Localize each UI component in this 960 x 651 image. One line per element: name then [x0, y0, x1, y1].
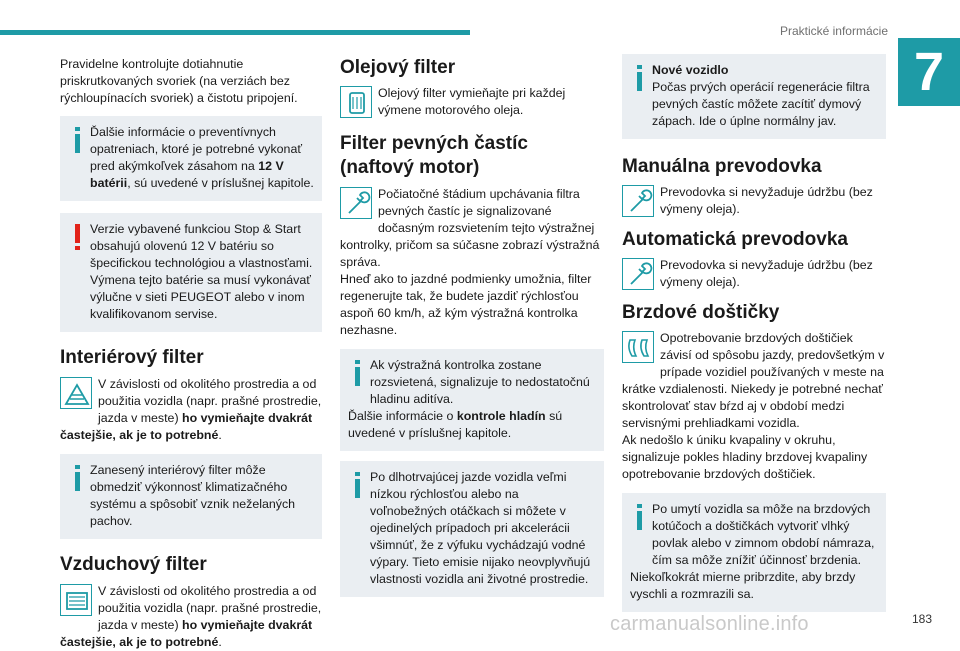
- note-text: Ďalšie informácie o preventívnych opatreniach, ktoré je potrebné vykonať pred akýmkoľvek zásahom na: [90, 125, 302, 173]
- note-text: sú uvedené v príslušnej kapitole.: [348, 409, 563, 440]
- note-text: Niekoľkokrát mierne pribrzdite, aby brzdy vyschli a rozmrazili sa.: [630, 570, 856, 601]
- heading-interior-filter: Interiérový filter: [60, 347, 204, 368]
- info-icon: [350, 470, 366, 500]
- brake-pads-paragraph: [622, 330, 886, 483]
- info-note-wet-brakes: [622, 493, 886, 612]
- heading-automatic-gearbox: Automatická prevodovka: [622, 229, 848, 250]
- wrench-icon: [622, 185, 654, 217]
- note-text: Po dlhotrvajúcej jazde vozidla veľmi nízkou rýchlosťou alebo na voľnobežných otáčkach si môžete v ojedinelých prípadoch pri akcelerácii všimnúť, že z výfuku vychádzajú vodné výpary. Tieto emisie nijako neovplyvňujú vlastnosti vozidla ani životné prostredie.: [370, 470, 591, 586]
- info-icon: [70, 125, 86, 155]
- battery-intro-text: Pravidelne kontrolujte dotiahnutie priskrutkovaných svoriek (na verziách bez rýchloupínacích svoriek) a čistotu pripojení.: [60, 57, 298, 105]
- section-title: Praktické informácie: [779, 24, 888, 38]
- note-text: Zanesený interiérový filter môže obmedziť výkonnosť klimatizačného systému a spôsobiť vznik neželaných pachov.: [90, 463, 296, 528]
- paragraph-text: Hneď ako to jazdné podmienky umožnia, filter regenerujte tak, že budete jazdiť rýchlosťou aspoň 60 km/h, až kým výstražná kontrolka nezhasne.: [340, 272, 592, 337]
- column-3: [622, 54, 886, 612]
- paragraph-text: Počiatočné štádium upchávania filtra pevných častíc je signalizované dočasným rozsvietením tejto výstražnej kontrolky, pričom sa súčasne zobrazí výstražná správa.: [340, 187, 600, 269]
- info-note-additive: [340, 349, 604, 451]
- automatic-gearbox-paragraph: [622, 257, 886, 292]
- paragraph-text: V závislosti od okolitého prostredia a od použitia vozidla (napr. prašné prostredie, jazda v meste): [98, 584, 322, 632]
- page-number: 183: [911, 612, 932, 626]
- paragraph-text: Opotrebovanie brzdových doštičiek závisí od spôsobu jazdy, predovšetkým v prípade vozidiel používaných v meste na krátke vzdialenosti. Niekedy je potrebné nechať skontrolovať stav bŕzd aj v období medzi servisnými prehliadkami vozidla.: [622, 331, 885, 430]
- warning-note-stop-start: [60, 213, 322, 332]
- note-text: Ďalšie informácie o: [348, 409, 457, 423]
- info-note-water-vapour: [340, 461, 604, 597]
- info-icon: [70, 463, 86, 493]
- wrench-icon: [340, 187, 372, 219]
- info-note-cabin-filter: [60, 454, 322, 539]
- note-text: Počas prvých operácií regenerácie filtra pevných častíc môžete zacítiť dymový zápach. Ide o úplne normálny jav.: [652, 80, 870, 128]
- heading-manual-gearbox: Manuálna prevodovka: [622, 156, 822, 177]
- info-icon: [350, 358, 366, 388]
- info-note-battery: [60, 116, 322, 201]
- particle-filter-paragraph: [340, 186, 604, 339]
- warning-icon: [70, 222, 86, 252]
- manual-gearbox-paragraph: [622, 184, 886, 219]
- oil-filter-icon: [340, 86, 372, 118]
- paragraph-text: Ak nedošlo k úniku kvapaliny v okruhu, signalizuje pokles hladiny brzdovej kvapaliny opotrebovanie brzdových doštičiek.: [622, 433, 868, 481]
- column-2: [340, 56, 604, 597]
- wrench-icon: [622, 258, 654, 290]
- paragraph-text: Olejový filter vymieňajte pri každej výmene motorového oleja.: [378, 86, 566, 117]
- cabin-filter-icon: [60, 377, 92, 409]
- note-text: Po umytí vozidla sa môže na brzdových kotúčoch a doštičkách vytvoriť vlhký povlak alebo v zimnom období námraza, čím sa môže znížiť účinnosť brzdenia.: [652, 502, 875, 567]
- note-text: Verzie vybavené funkciou Stop & Start obsahujú olovenú 12 V batériu so špecifickou technológiou a vlastnosťami. Výmena tejto batérie sa musí vykonávať výlučne v sieti PEUGEOT alebo v inom kvalifikovanom servise.: [90, 222, 313, 321]
- chapter-number: 7: [898, 38, 960, 106]
- heading-air-filter: Vzduchový filter: [60, 554, 207, 575]
- paragraph-text: Prevodovka si nevyžaduje údržbu (bez výmeny oleja).: [660, 185, 873, 216]
- heading-brake-pads: Brzdové doštičky: [622, 302, 780, 323]
- note-bold: 12 V batérii: [90, 159, 284, 190]
- note-text: Ak výstražná kontrolka zostane rozsvietená, signalizuje to nedostatočnú hladinu aditíva.: [370, 358, 590, 406]
- watermark: carmanualsonline.info: [610, 613, 809, 635]
- note-bold: Nové vozidlo: [652, 63, 729, 77]
- paragraph-text: V závislosti od okolitého prostredia a od použitia vozidla (napr. prašné prostredie, jazda v meste): [98, 377, 322, 425]
- air-filter-paragraph: [60, 583, 322, 651]
- paragraph-text: Prevodovka si nevyžaduje údržbu (bez výmeny oleja).: [660, 258, 873, 289]
- paragraph-end: .: [218, 428, 222, 442]
- oil-filter-paragraph: [340, 85, 604, 120]
- note-text: , sú uvedené v príslušnej kapitole.: [127, 176, 314, 190]
- info-icon: [632, 502, 648, 532]
- column-1: [60, 56, 322, 651]
- heading-particle-filter: Filter pevných častíc (naftový motor): [340, 133, 528, 178]
- brake-pad-icon: [622, 331, 654, 363]
- paragraph-bold: ho vymieňajte dvakrát častejšie, ak je to potrebné: [60, 411, 313, 442]
- interior-filter-paragraph: [60, 376, 322, 444]
- heading-oil-filter: Olejový filter: [340, 57, 456, 78]
- paragraph-bold: ho vymieňajte dvakrát častejšie, ak je to potrebné: [60, 618, 313, 649]
- header-accent-bar: [0, 30, 470, 35]
- info-note-new-vehicle: [622, 54, 886, 139]
- note-bold: kontrole hladín: [456, 409, 546, 423]
- air-filter-icon: [60, 584, 92, 616]
- info-icon: [632, 63, 648, 93]
- paragraph-end: .: [218, 635, 222, 649]
